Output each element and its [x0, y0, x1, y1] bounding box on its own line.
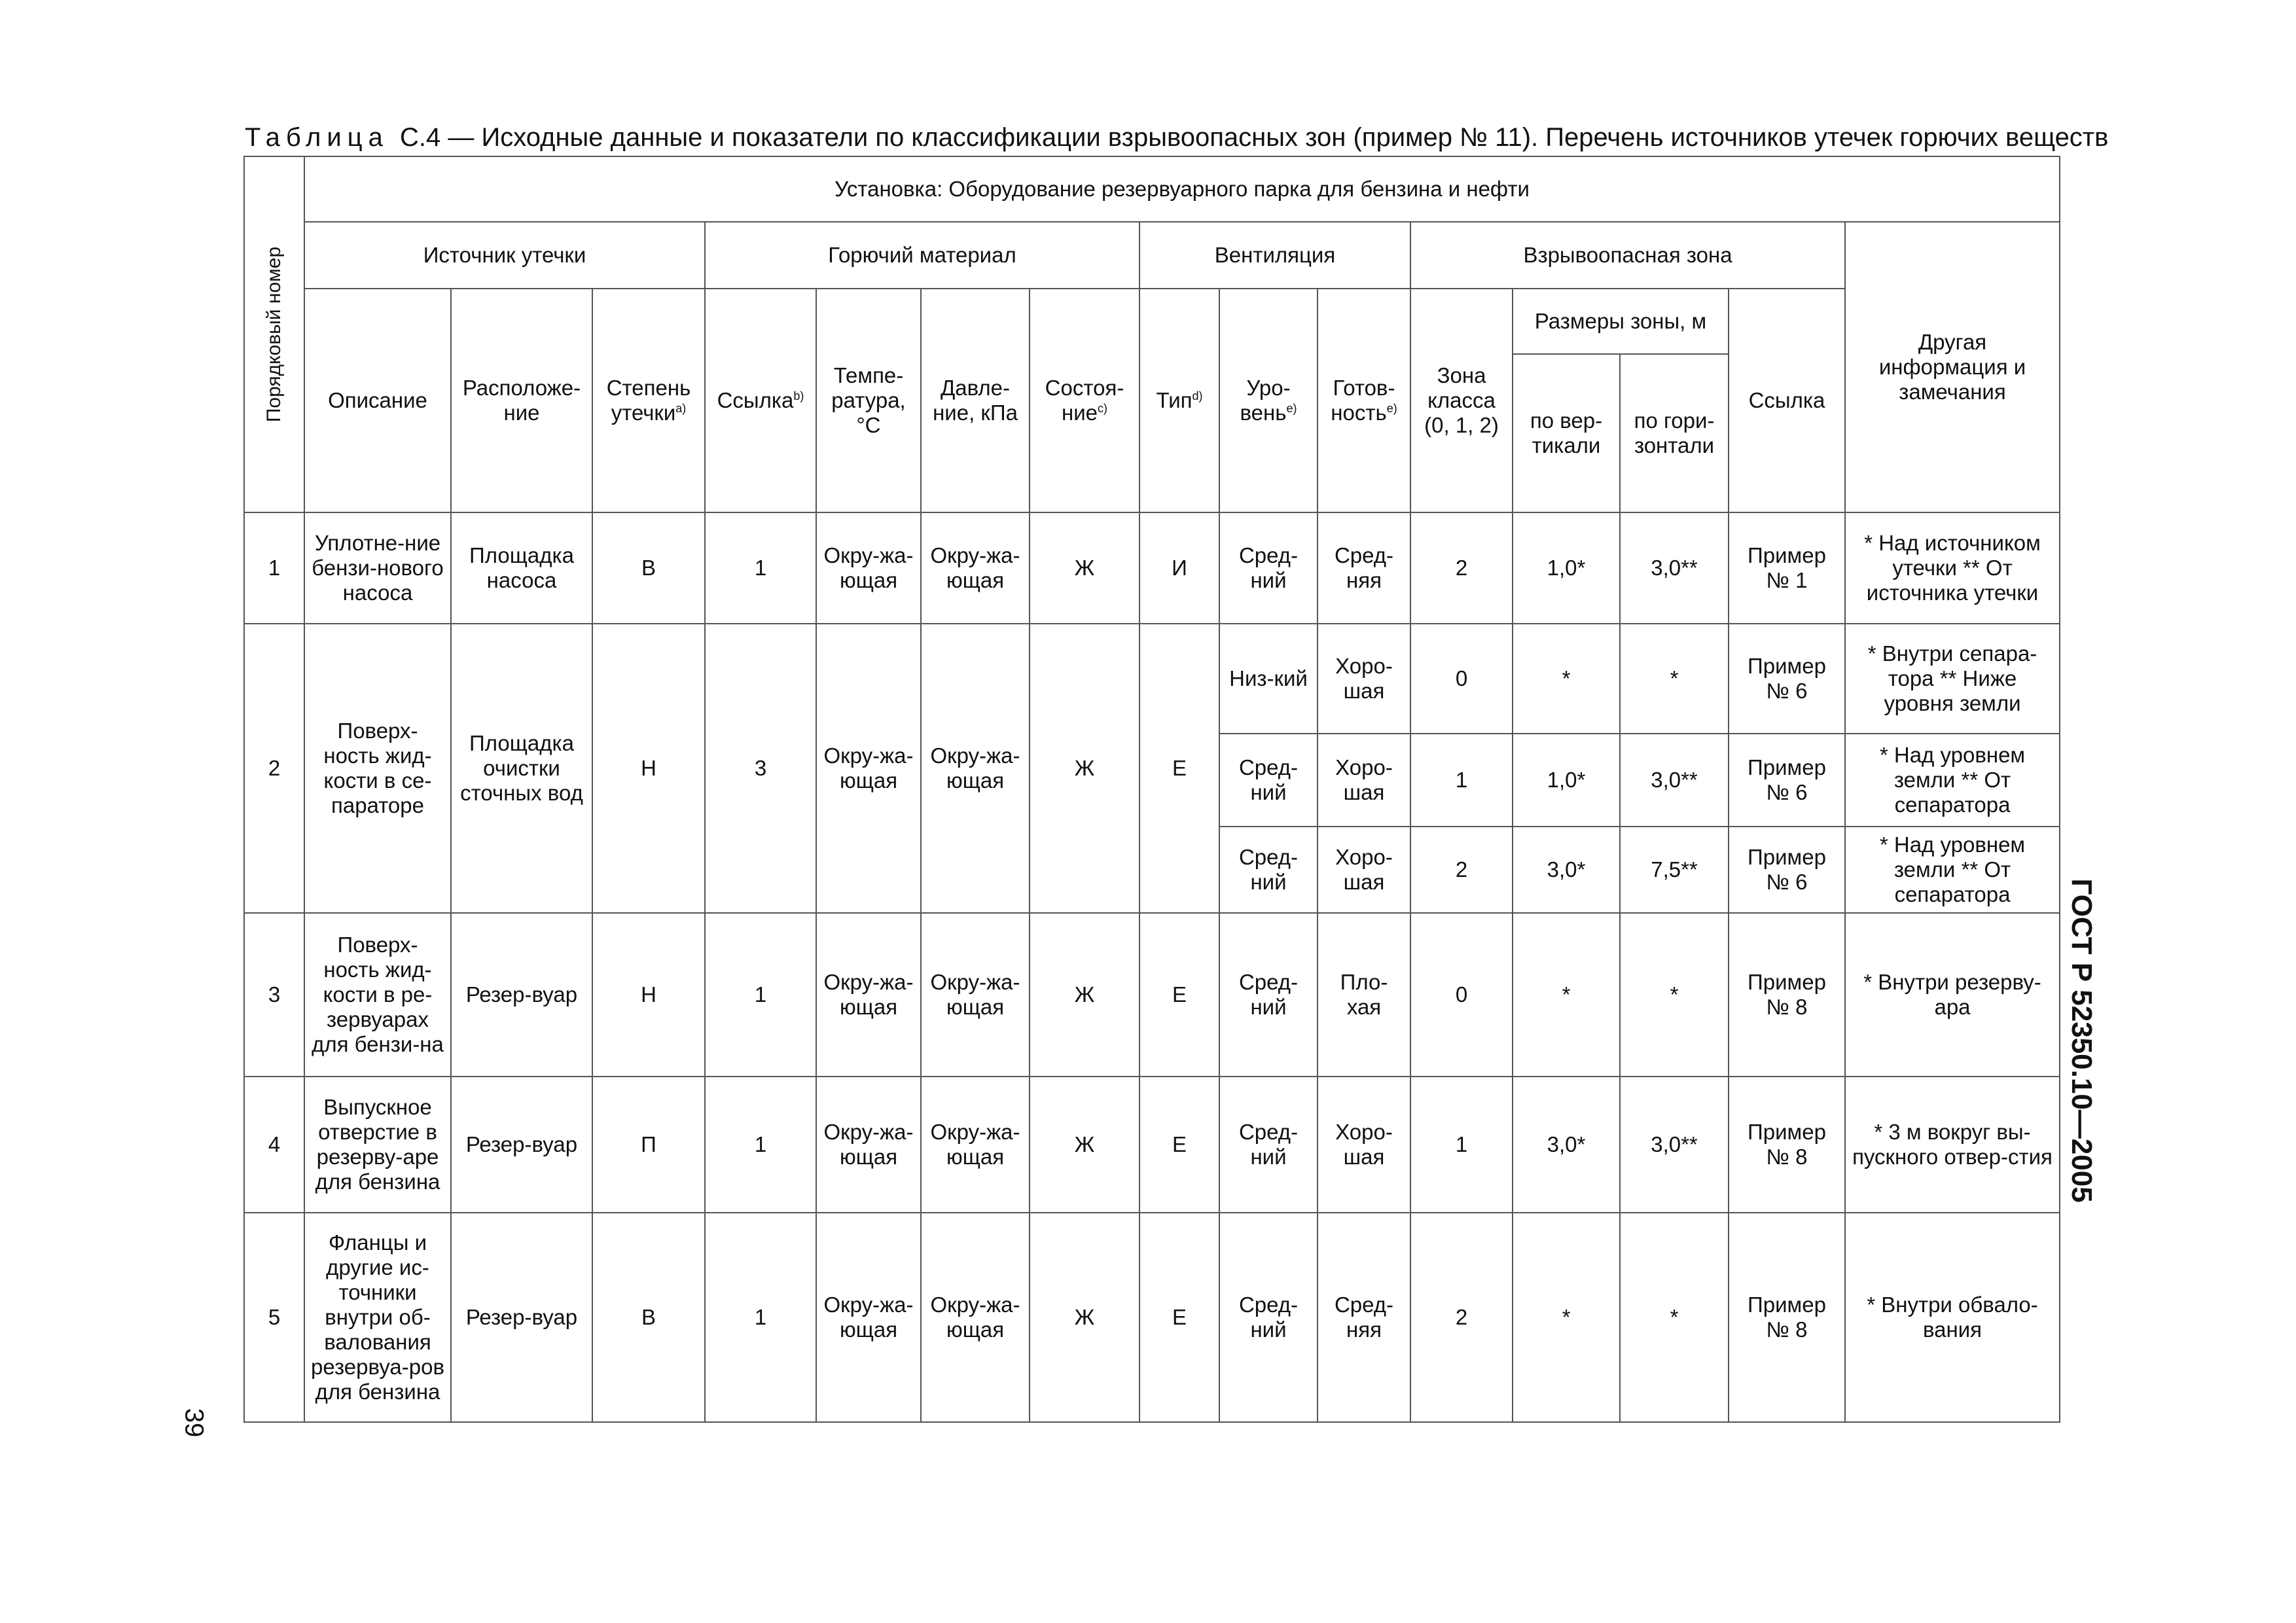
zone-ref: Пример № 8: [1729, 1213, 1845, 1422]
table-row: [244, 512, 2060, 624]
notes: * Внутри сепара-тора ** Ниже уровня земли: [1845, 624, 2060, 734]
header-source: Источник утечки: [304, 222, 705, 289]
source-location: Резер-вуар: [451, 1077, 592, 1213]
state: Ж: [1030, 624, 1139, 913]
row-number: 4: [244, 1077, 304, 1213]
header-readiness: Готов-ность$^{e)}$: [1318, 289, 1410, 512]
material-ref: 1: [705, 1077, 816, 1213]
header-state: Состоя-ние$^{c)}$: [1030, 289, 1139, 512]
zone-class: 1: [1410, 734, 1513, 827]
vent-type: Е: [1139, 624, 1219, 913]
vent-readiness: Хоро-шая: [1318, 734, 1410, 827]
pressure: Окру-жа-ющая: [921, 512, 1030, 624]
leak-degree: В: [592, 1213, 705, 1422]
vent-level: Сред-ний: [1219, 827, 1318, 913]
zone-class: 1: [1410, 1077, 1513, 1213]
standard-label: ГОСТ Р 52350.10—2005: [2066, 878, 2098, 1203]
pressure: Окру-жа-ющая: [921, 624, 1030, 913]
vent-readiness: Хоро-шая: [1318, 1077, 1410, 1213]
source-location: Резер-вуар: [451, 913, 592, 1077]
zone-horizontal: 3,0**: [1620, 512, 1729, 624]
source-location: Резер-вуар: [451, 1213, 592, 1422]
notes: * Над уровнем земли ** От сепаратора: [1845, 827, 2060, 913]
state: Ж: [1030, 1077, 1139, 1213]
zone-ref: Пример № 6: [1729, 734, 1845, 827]
source-description: Выпускное отверстие в резерву-аре для бензина: [304, 1077, 451, 1213]
page-number-label: 39: [179, 1408, 209, 1438]
header-pressure: Давле-ние, кПа: [921, 289, 1030, 512]
header-installation: Установка: Оборудование резервуарного парка для бензина и нефти: [304, 156, 2060, 222]
footnote-a: a): [675, 402, 687, 415]
state: Ж: [1030, 512, 1139, 624]
vent-readiness: Хоро-шая: [1318, 624, 1410, 734]
header-zone-ref: Ссылка: [1729, 289, 1845, 512]
vent-level: Сред-ний: [1219, 734, 1318, 827]
material-ref: 1: [705, 913, 816, 1077]
zone-horizontal: 3,0**: [1620, 1077, 1729, 1213]
state: Ж: [1030, 913, 1139, 1077]
table-row: [244, 913, 2060, 1077]
pressure: Окру-жа-ющая: [921, 1077, 1030, 1213]
zone-horizontal: *: [1620, 624, 1729, 734]
zone-class: 2: [1410, 827, 1513, 913]
table-row: [244, 1213, 2060, 1422]
source-description: Фланцы и другие ис-точники внутри об-валования резервуа-ров для бензина: [304, 1213, 451, 1422]
zone-vertical: *: [1513, 913, 1620, 1077]
row-number: 1: [244, 512, 304, 624]
leak-degree: Н: [592, 913, 705, 1077]
classification-table: [243, 156, 2060, 1423]
header-horizontal: по гори-зонтали: [1620, 354, 1729, 512]
header-zone-class: Зона класса (0, 1, 2): [1410, 289, 1513, 512]
leak-degree: П: [592, 1077, 705, 1213]
temperature: Окру-жа-ющая: [816, 913, 921, 1077]
vent-level: Низ-кий: [1219, 624, 1318, 734]
zone-ref: Пример № 8: [1729, 913, 1845, 1077]
zone-horizontal: 3,0**: [1620, 734, 1729, 827]
notes: * Внутри обвало-вания: [1845, 1213, 2060, 1422]
source-location: Площадка очистки сточных вод: [451, 624, 592, 913]
table-row: [244, 624, 2060, 734]
state: Ж: [1030, 1213, 1139, 1422]
header-vertical: по вер-тикали: [1513, 354, 1620, 512]
header-ref: Ссылка$^{b)}$: [705, 289, 816, 512]
leak-degree: Н: [592, 624, 705, 913]
zone-class: 2: [1410, 512, 1513, 624]
vent-readiness: Хоро-шая: [1318, 827, 1410, 913]
footnote-b: b): [793, 389, 804, 402]
notes: * Над источником утечки ** От источника утечки: [1845, 512, 2060, 624]
zone-vertical: *: [1513, 1213, 1620, 1422]
vent-readiness: Пло-хая: [1318, 913, 1410, 1077]
zone-class: 0: [1410, 913, 1513, 1077]
source-description: Уплотне-ние бензи-нового насоса: [304, 512, 451, 624]
source-description: Поверх-ность жид-кости в се-параторе: [304, 624, 451, 913]
notes: * Внутри резерву-ара: [1845, 913, 2060, 1077]
footnote-d: d): [1192, 389, 1203, 402]
vent-type: Е: [1139, 1213, 1219, 1422]
header-sizes: Размеры зоны, м: [1513, 289, 1729, 354]
pressure: Окру-жа-ющая: [921, 1213, 1030, 1422]
vent-type: И: [1139, 512, 1219, 624]
zone-vertical: 1,0*: [1513, 734, 1620, 827]
footnote-e: e): [1386, 402, 1397, 415]
vent-readiness: Сред-няя: [1318, 512, 1410, 624]
zone-class: 2: [1410, 1213, 1513, 1422]
source-description: Поверх-ность жид-кости в ре-зервуарах для бензи-на: [304, 913, 451, 1077]
notes: * 3 м вокруг вы-пускного отвер-стия: [1845, 1077, 2060, 1213]
zone-ref: Пример № 8: [1729, 1077, 1845, 1213]
vent-level: Сред-ний: [1219, 1077, 1318, 1213]
vent-type: Е: [1139, 1077, 1219, 1213]
header-zone: Взрывоопасная зона: [1410, 222, 1845, 289]
header-temperature: Темпе-ратура, °С: [816, 289, 921, 512]
header-description: Описание: [304, 289, 451, 512]
row-number: 3: [244, 913, 304, 1077]
row-number: 2: [244, 624, 304, 913]
header-row-number: Порядковый номер: [244, 156, 304, 512]
pressure: Окру-жа-ющая: [921, 913, 1030, 1077]
vent-level: Сред-ний: [1219, 1213, 1318, 1422]
vent-type: Е: [1139, 913, 1219, 1077]
temperature: Окру-жа-ющая: [816, 1077, 921, 1213]
zone-ref: Пример № 1: [1729, 512, 1845, 624]
table-row: [244, 1077, 2060, 1213]
source-location: Площадка насоса: [451, 512, 592, 624]
material-ref: 1: [705, 1213, 816, 1422]
zone-ref: Пример № 6: [1729, 624, 1845, 734]
header-other: Другая информация и замечания: [1845, 222, 2060, 512]
caption-text: С.4 — Исходные данные и показатели по классификации взрывоопасных зон (пример № 11). Перечень источников утечек горючих веществ: [399, 123, 2109, 152]
temperature: Окру-жа-ющая: [816, 512, 921, 624]
zone-horizontal: 7,5**: [1620, 827, 1729, 913]
leak-degree: В: [592, 512, 705, 624]
zone-vertical: 3,0*: [1513, 1077, 1620, 1213]
footnote-c: c): [1098, 402, 1107, 415]
header-leak-degree: Степень утечки$^{a)}$: [592, 289, 705, 512]
zone-vertical: 3,0*: [1513, 827, 1620, 913]
material-ref: 3: [705, 624, 816, 913]
temperature: Окру-жа-ющая: [816, 1213, 921, 1422]
zone-ref: Пример № 6: [1729, 827, 1845, 913]
header-level: Уро-вень$^{e)}$: [1219, 289, 1318, 512]
zone-horizontal: *: [1620, 913, 1729, 1077]
header-type: Тип$^{d)}$: [1139, 289, 1219, 512]
header-location: Расположе-ние: [451, 289, 592, 512]
vent-level: Сред-ний: [1219, 512, 1318, 624]
vent-level: Сред-ний: [1219, 913, 1318, 1077]
header-ventilation: Вентиляция: [1139, 222, 1410, 289]
material-ref: 1: [705, 512, 816, 624]
zone-class: 0: [1410, 624, 1513, 734]
temperature: Окру-жа-ющая: [816, 624, 921, 913]
zone-vertical: 1,0*: [1513, 512, 1620, 624]
caption-label: Таблица: [245, 123, 389, 152]
zone-horizontal: *: [1620, 1213, 1729, 1422]
table-caption: [245, 120, 2109, 154]
zone-vertical: *: [1513, 624, 1620, 734]
row-number: 5: [244, 1213, 304, 1422]
footnote-e: e): [1286, 402, 1297, 415]
notes: * Над уровнем земли ** От сепаратора: [1845, 734, 2060, 827]
vent-readiness: Сред-няя: [1318, 1213, 1410, 1422]
header-material: Горючий материал: [705, 222, 1139, 289]
